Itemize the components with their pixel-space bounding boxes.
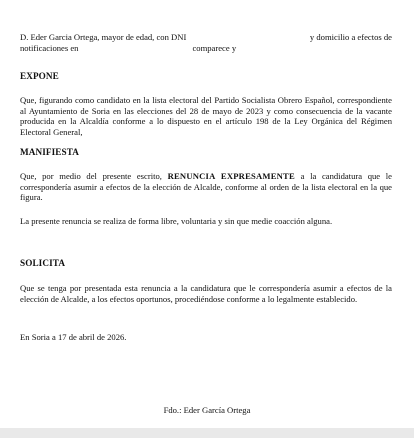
intro-domicilio: y domicilio a efectos de bbox=[309, 32, 392, 42]
solicita-paragraph: Que se tenga por presentada esta renuncia a la candidatura que le correspondería asumir a efectos de la elección de Alcalde, a los efectos oportunos, procediéndose conforme a lo legalmente establecido. bbox=[20, 283, 392, 304]
heading-manifiesta: MANIFIESTA bbox=[20, 147, 80, 157]
renuncia-expresamente: RENUNCIA EXPRESAMENTE bbox=[167, 171, 295, 181]
place-date: En Soria a 17 de abril de 2026. bbox=[20, 332, 127, 342]
intro-name-dni: D. Eder Garcia Ortega, mayor de edad, con DNI bbox=[20, 32, 187, 42]
intro-paragraph bbox=[20, 32, 392, 53]
manifiesta-text-after: a la candidatura que le correspondería asumir a efectos de la elección de Alcalde, conforme al orden de la lista electoral en la que figura. bbox=[20, 171, 392, 203]
address-blank bbox=[78, 43, 192, 54]
heading-solicita: SOLICITA bbox=[20, 258, 66, 268]
intro-comparece: comparece y bbox=[192, 42, 237, 53]
viewer-bottom-bar bbox=[0, 428, 414, 438]
manifiesta-paragraph-2: La presente renuncia se realiza de forma libre, voluntaria y sin que medie coacción alguna. bbox=[20, 216, 333, 226]
expone-paragraph: Que, figurando como candidato en la lista electoral del Partido Socialista Obrero Español, correspondiente al Ayuntamiento de Soria en las elecciones del 28 de mayo de 2023 y como consecuencia de la vacante producida en la Alcaldía conforme a lo dispuesto en el artículo 198 de la Ley Orgánica del Régimen Electoral General, bbox=[20, 95, 392, 137]
intro-line-1 bbox=[20, 32, 392, 43]
intro-notificaciones: notificaciones en bbox=[20, 42, 79, 53]
heading-expone: EXPONE bbox=[20, 71, 59, 81]
manifiesta-paragraph bbox=[20, 171, 392, 203]
manifiesta-text-before: Que, por medio del presente escrito, bbox=[20, 171, 162, 181]
signature-line: Fdo.: Eder García Ortega bbox=[163, 405, 251, 415]
intro-line-2 bbox=[20, 43, 392, 54]
